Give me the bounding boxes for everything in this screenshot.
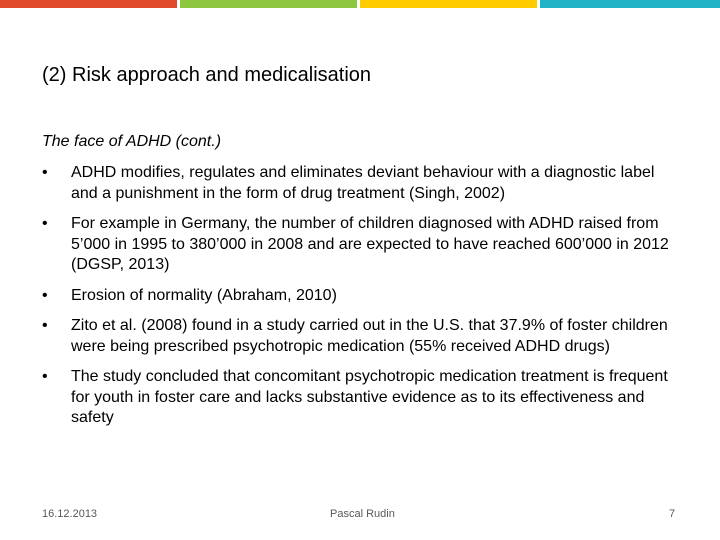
bullet-marker: • bbox=[42, 286, 48, 304]
slide-title: (2) Risk approach and medicalisation bbox=[42, 64, 372, 86]
footer-author: Pascal Rudin bbox=[330, 508, 395, 520]
bullet-item bbox=[42, 367, 682, 429]
bullet-text: Erosion of normality (Abraham, 2010) bbox=[71, 286, 337, 304]
slide-subtitle: The face of ADHD (cont.) bbox=[42, 133, 222, 150]
bullet-text: ADHD modifies, regulates and eliminates deviant behaviour with a diagnostic label and a punishment in the form of drug treatment (Singh, 2002) bbox=[71, 164, 655, 202]
bullet-item bbox=[42, 214, 682, 276]
top-color-bar bbox=[0, 0, 720, 8]
top-bar-green bbox=[180, 0, 357, 8]
bullet-text: Zito et al. (2008) found in a study carried out in the U.S. that 37.9% of foster children were being prescribed psychotropic medication (55% received ADHD drugs) bbox=[71, 317, 668, 355]
bullet-text: For example in Germany, the number of children diagnosed with ADHD raised from 5’000 in 1995 to 380’000 in 2008 and are expected to have reached 600’000 in 2012 (DGSP, 2013) bbox=[71, 215, 669, 273]
bullet-text: The study concluded that concomitant psychotropic medication treatment is frequent for youth in foster care and lacks substantive evidence as to its effectiveness and safety bbox=[71, 368, 668, 426]
bullet-item bbox=[42, 163, 682, 204]
top-bar-yellow bbox=[360, 0, 537, 8]
top-bar-teal bbox=[540, 0, 720, 8]
bullet-marker: • bbox=[42, 164, 48, 181]
bullet-marker: • bbox=[42, 215, 48, 232]
footer-date: 16.12.2013 bbox=[42, 508, 98, 520]
footer-page-number: 7 bbox=[669, 508, 676, 520]
bullet-item bbox=[42, 286, 682, 307]
bullet-item bbox=[42, 316, 682, 357]
bullet-marker: • bbox=[42, 317, 48, 334]
top-bar-red bbox=[0, 0, 177, 8]
bullet-marker: • bbox=[42, 368, 48, 385]
bullet-list bbox=[42, 163, 682, 439]
